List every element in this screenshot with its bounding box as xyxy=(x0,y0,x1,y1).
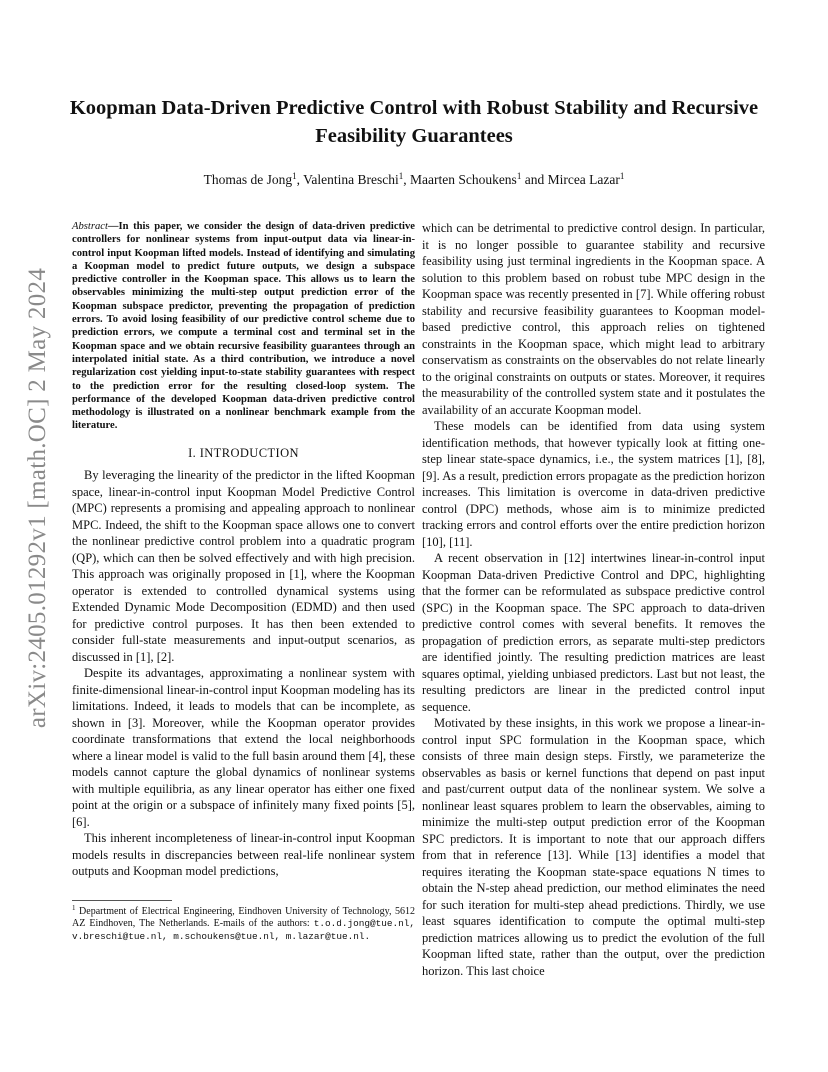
author-name: Mircea Lazar xyxy=(547,172,620,187)
author-emails: t.o.d.jong@tue.nl, v.breschi@tue.nl, m.schoukens@tue.nl, m.lazar@tue.nl. xyxy=(72,918,415,942)
body-paragraph: which can be detrimental to predictive control design. In particular, it is no longer possible to guarantee stability and recursive feasibility using just terminal ingredients in the Koopman space. A solution to this problem based on robust tube MPC design in the Koopman space was recently presented in [7]. While offering robust stability and recursive feasibility guarantees to Koopman model-based predictive control, this approach relies on tightened constraints in the Koopman space, which might lead to arbitrary conservatism as constraints on the observables do not relate linearly to the original constraints on outputs or states. Moreover, it requires the measurability of the controlled system state and it postulates the availability of an accurate Koopman model. xyxy=(422,221,765,417)
author-affiliation-mark: 1 xyxy=(398,171,404,181)
author-affiliation-mark: 1 xyxy=(516,171,522,181)
footnote-affiliation xyxy=(72,903,416,944)
body-paragraph: This inherent incompleteness of linear-in-control input Koopman models results in discrepancies between real-life nonlinear system outputs and Koopman model predictions, xyxy=(72,831,415,879)
arxiv-identifier-stamp xyxy=(14,238,62,758)
body-paragraph: By leveraging the linearity of the predictor in the lifted Koopman space, linear-in-control input Koopman Model Predictive Control (MPC) represents a promising and appealing approach to nonlinear MPC. Indeed, the shift to the Koopman space allows one to convert the nonlinear predictive control problem into a quadratic program (QP), which can then be solved effectively and with high precision. This approach was originally proposed in [1], where the Koopman operator is extended to controlled dynamical systems using Extended Dynamic Mode Decomposition (EDMD) and then used for predictive control purposes. It has then been extended to consider full-state measurements and input-output scenarios, as discussed in [1], [2]. xyxy=(72,468,415,664)
paper-title: Koopman Data-Driven Predictive Control with Robust Stability and Recursive Feasibility Guarantees xyxy=(69,97,759,147)
author-affiliation-mark: 1 xyxy=(619,171,625,181)
body-paragraph: Despite its advantages, approximating a nonlinear system with finite-dimensional linear-in-control input Koopman modeling has its limitations. Indeed, it leads to models that can be incomplete, as shown in [3]. Moreover, while the Koopman operator provides coordinate transformations that extend the local neighborhoods where a linear model is valid to the full basin around them [4], these models cannot capture the global dynamics of nonlinear systems with multiple equilibria, as any linear operator has either one fixed point at the origin or a subspace of infinitely many fixed points [5], [6]. xyxy=(72,666,415,829)
right-column xyxy=(422,220,765,979)
abstract-label: Abstract xyxy=(72,221,108,232)
left-column xyxy=(72,220,415,943)
author-name: Valentina Breschi xyxy=(303,172,399,187)
section-heading-introduction xyxy=(72,445,415,462)
author-list xyxy=(60,172,768,188)
author-affiliation-mark: 1 xyxy=(292,171,297,181)
abstract-dash: — xyxy=(107,221,119,232)
footnote-mark: 1 xyxy=(72,903,76,912)
author-name: Thomas de Jong xyxy=(203,172,293,187)
section-title: INTRODUCTION xyxy=(199,445,299,460)
abstract-text: In this paper, we consider the design of data-driven predictive controllers for nonlinear systems from input-output data via linear-in-control input Koopman lifted models. Instead of identifying and simulating a Koopman model to predict future outputs, we design a subspace predictive controller in the Koopman space. This allows us to learn the observables minimizing the multi-step output prediction error of the Koopman subspace predictor, preventing the propagation of prediction errors. To avoid losing feasibility of our predictive control scheme due to prediction errors, we compute a terminal cost and terminal set in the Koopman space and we obtain recursive feasibility guarantees through an interpolated initial state. As a third contribution, we introduce a novel regularization cost yielding input-to-state stability guarantees with respect to the prediction error for the resulting closed-loop system. The performance of the developed Koopman data-driven predictive control methodology is illustrated on a nonlinear benchmark example from the literature. xyxy=(72,221,415,432)
author-separator: and xyxy=(521,172,548,187)
author-separator: , xyxy=(296,172,304,187)
author-separator: , xyxy=(403,172,410,187)
body-paragraph: A recent observation in [12] intertwines linear-in-control input Koopman Data-driven Predictive Control and DPC, highlighting that the former can be reformulated as subspace predictive control (SPC) in the Koopman space. The SPC approach to data-driven predictive control comes with several benefits. It removes the propagation of prediction errors, as separate multi-step predictors are identified jointly. The resulting prediction matrices are least squares optimal, yielding unbiased predictors. Last but not least, the resulting predictors are linear in the predicted control input sequence. xyxy=(422,551,765,714)
section-number: I. xyxy=(188,445,197,460)
arxiv-stamp-text: arXiv:2405.01292v1 [math.OC] 2 May 2024 xyxy=(24,267,52,729)
body-paragraph: These models can be identified from data using system identification methods, that however typically look at fitting one-step linear state-space dynamics, i.e., the system matrices [1], [8], [9]. As a result, prediction errors propagate as the prediction horizon increases. This limitation is overcome in data-driven predictive control (DPC) methods, whose aim is to minimize predicted tracking errors and control efforts over the entire prediction horizon [10], [11]. xyxy=(422,419,765,549)
author-name: Maarten Schoukens xyxy=(409,172,517,187)
body-paragraph: Motivated by these insights, in this work we propose a linear-in-control input SPC formulation in the Koopman space, which consists of three main design steps. Firstly, we parameterize the observables as basis or kernel functions that depend on past input and past/current output data of the nonlinear system. We solve a nonlinear least squares problem to learn the observables, aiming to minimize the multi-step output prediction error of the Koopman SPC predictors. It is important to note that our approach differs from that in reference [13]. While [13] identifies a model that requires iterating the Koopman state-space equations N times to obtain the N-step ahead prediction, our method eliminates the need for such iteration for multi-step ahead predictions. Thirdly, we use least squares identification to compute the optimal multi-step prediction matrices allowing us to predict the evolution of the full Koopman lifted state, rather than the output, over the prediction horizon. This last choice xyxy=(422,716,765,978)
footnote-text: Department of Electrical Engineering, Eindhoven University of Technology, 5612 AZ Eindhoven, The Netherlands. E-mails of the authors: xyxy=(72,905,416,930)
abstract xyxy=(72,220,415,433)
footnote-divider xyxy=(72,900,172,901)
